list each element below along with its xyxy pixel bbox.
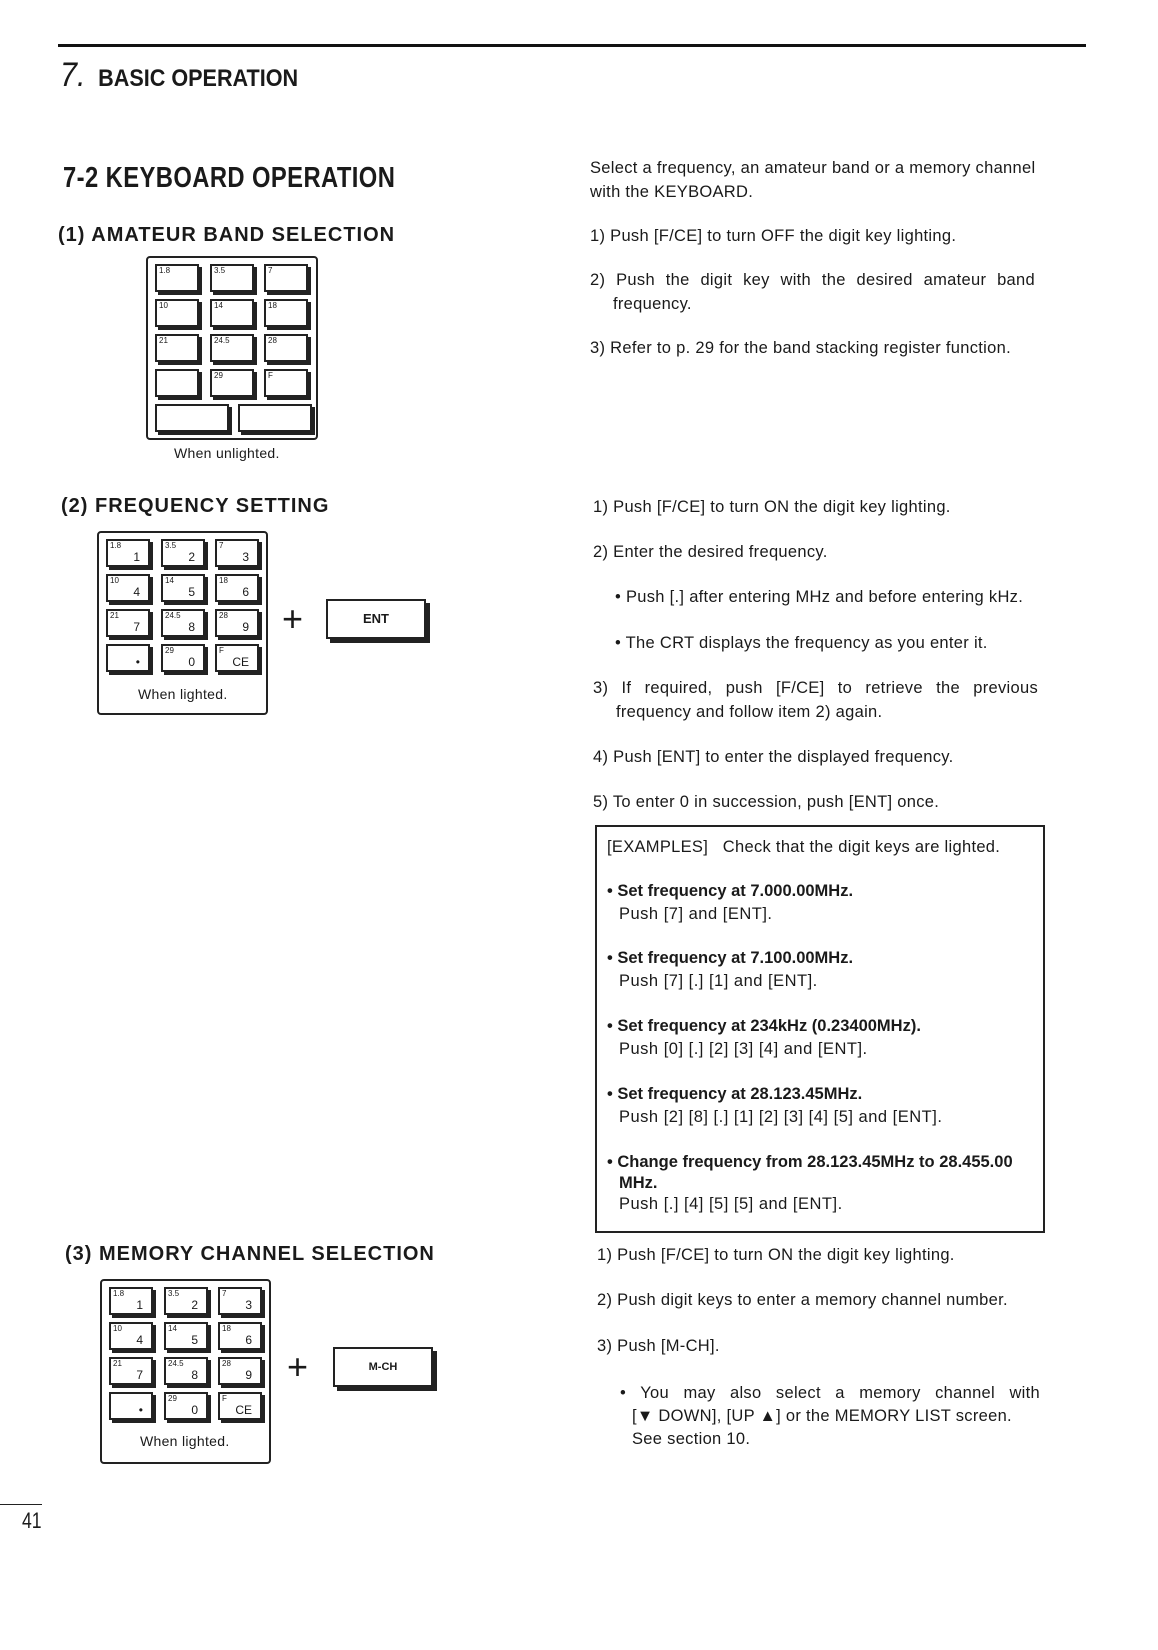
digit-key[interactable] [218, 1357, 262, 1385]
key-band-label: 14 [214, 301, 223, 310]
key-digit-label: 8 [191, 1368, 198, 1382]
key-digit-label: 4 [136, 1333, 143, 1347]
digit-key[interactable] [109, 1287, 153, 1315]
key-band-label: 24.5 [168, 1359, 184, 1368]
digit-key[interactable] [210, 264, 254, 292]
key-band-label: 21 [110, 611, 119, 620]
example-push: Push [7] [.] [1] and [ENT]. [619, 972, 818, 990]
key-band-label: 29 [214, 371, 223, 380]
key-digit-label: 0 [188, 655, 195, 669]
key-digit-label: 7 [133, 620, 140, 634]
digit-key[interactable] [264, 334, 308, 362]
key-band-label: 3.5 [168, 1289, 180, 1298]
freq-step-1: 1) Push [F/CE] to turn ON the digit key lighting. [593, 498, 951, 516]
digit-key[interactable] [106, 574, 150, 602]
example-2 [607, 949, 853, 991]
key-band-label: 18 [219, 576, 228, 585]
digit-key[interactable] [215, 644, 259, 672]
digit-key[interactable] [155, 299, 199, 327]
key-band-label: 28 [219, 611, 228, 620]
memory-bullet-text: You may also select a memory channel with [640, 1384, 1040, 1402]
band-heading: (1) AMATEUR BAND SELECTION [58, 224, 396, 246]
digit-key[interactable] [109, 1322, 153, 1350]
freq-caption: When lighted. [138, 686, 228, 702]
digit-key[interactable] [210, 334, 254, 362]
memory-bullet-cont: See section 10. [632, 1430, 751, 1448]
band-step-2-cont: frequency. [613, 295, 692, 313]
key-band-label: 10 [113, 1324, 122, 1333]
key-band-label: F [268, 371, 273, 380]
freq-bullet-1-text: Push [.] after entering MHz and before entering kHz. [625, 588, 1024, 606]
digit-key[interactable] [210, 369, 254, 397]
key-digit-label: 3 [242, 550, 249, 564]
band-step-3: 3) Refer to p. 29 for the band stacking register function. [590, 339, 1011, 357]
key-digit-label: 7 [136, 1368, 143, 1382]
memory-step-2: 2) Push digit keys to enter a memory channel number. [597, 1291, 1008, 1309]
key-band-label: 29 [168, 1394, 177, 1403]
ent-key[interactable]: ENT [326, 599, 426, 639]
memory-heading: (3) MEMORY CHANNEL SELECTION [65, 1243, 435, 1265]
example-title-text: Change frequency from 28.123.45MHz to 28.455.00 [617, 1153, 1013, 1171]
key-digit-label: 3 [245, 1298, 252, 1312]
chapter-number: 7. [60, 56, 86, 94]
wide-key[interactable] [155, 404, 229, 432]
example-push: Push [.] [4] [5] [5] and [ENT]. [619, 1195, 843, 1213]
key-digit-label: • [138, 1403, 143, 1417]
memory-caption: When lighted. [140, 1433, 230, 1449]
example-5 [607, 1153, 1037, 1214]
band-caption: When unlighted. [174, 445, 280, 461]
key-digit-label: 8 [188, 620, 195, 634]
key-digit-label: 1 [133, 550, 140, 564]
key-band-label: F [219, 646, 224, 655]
key-digit-label: 2 [191, 1298, 198, 1312]
digit-key[interactable] [155, 369, 199, 397]
key-band-label: 29 [165, 646, 174, 655]
digit-key[interactable] [215, 609, 259, 637]
example-title: • Set frequency at 7.100.00MHz. [607, 949, 854, 967]
key-band-label: 3.5 [214, 266, 226, 275]
digit-key[interactable] [164, 1287, 208, 1315]
digit-key[interactable] [161, 539, 205, 567]
digit-key[interactable] [106, 609, 150, 637]
key-band-label: 3.5 [165, 541, 177, 550]
band-step-1: 1) Push [F/CE] to turn OFF the digit key lighting. [590, 227, 957, 245]
digit-key[interactable] [106, 644, 150, 672]
example-4 [607, 1085, 942, 1127]
digit-key[interactable] [155, 334, 199, 362]
example-title-text: Set frequency at 28.123.45MHz. [617, 1085, 863, 1103]
key-band-label: 21 [159, 336, 168, 345]
key-band-label: 10 [110, 576, 119, 585]
freq-heading: (2) FREQUENCY SETTING [61, 495, 330, 517]
page-number: 41 [22, 1508, 42, 1533]
key-band-label: 14 [168, 1324, 177, 1333]
freq-step-5: 5) To enter 0 in succession, push [ENT] once. [593, 793, 940, 811]
key-digit-label: 6 [245, 1333, 252, 1347]
digit-key[interactable] [164, 1392, 208, 1420]
example-title: • Change frequency from 28.123.45MHz to 28.455.00 [607, 1153, 1013, 1171]
key-band-label: 18 [222, 1324, 231, 1333]
digit-key[interactable] [210, 299, 254, 327]
key-digit-label: CE [232, 655, 249, 669]
digit-key[interactable] [264, 264, 308, 292]
key-band-label: 18 [268, 301, 277, 310]
key-digit-label: • [135, 655, 140, 669]
key-digit-label: 0 [191, 1403, 198, 1417]
example-3 [607, 1017, 921, 1059]
plus-sign: + [282, 598, 304, 639]
key-band-label: 7 [268, 266, 273, 275]
key-digit-label: 9 [242, 620, 249, 634]
digit-key[interactable] [109, 1392, 153, 1420]
intro-text: Select a frequency, an amateur band or a memory channel with the KEYBOARD. [590, 159, 1036, 201]
digit-key[interactable] [161, 574, 205, 602]
key-band-label: 1.8 [110, 541, 122, 550]
digit-key[interactable] [164, 1322, 208, 1350]
examples-label: [EXAMPLES] [607, 838, 709, 856]
examples-box [595, 825, 1045, 1233]
digit-key[interactable] [155, 264, 199, 292]
digit-key[interactable] [109, 1357, 153, 1385]
example-push: Push [0] [.] [2] [3] [4] and [ENT]. [619, 1040, 868, 1058]
key-digit-label: 9 [245, 1368, 252, 1382]
band-step-2: 2) Push the digit key with the desired amateur band [590, 271, 1035, 289]
memory-step-3: 3) Push [M-CH]. [597, 1337, 720, 1355]
key-band-label: 10 [159, 301, 168, 310]
digit-key[interactable] [161, 644, 205, 672]
digit-key[interactable] [164, 1357, 208, 1385]
key-digit-label: 1 [136, 1298, 143, 1312]
key-band-label: 21 [113, 1359, 122, 1368]
page-number-rule [0, 1504, 42, 1505]
key-band-label: 1.8 [113, 1289, 125, 1298]
key-band-label: 7 [222, 1289, 227, 1298]
key-band-label: 28 [268, 336, 277, 345]
example-title-text: Set frequency at 7.000.00MHz. [617, 882, 854, 900]
example-1 [607, 882, 853, 924]
key-digit-label: CE [235, 1403, 252, 1417]
digit-key[interactable] [264, 299, 308, 327]
key-band-label: F [222, 1394, 227, 1403]
freq-bullet-1: • Push [.] after entering MHz and before entering kHz. [615, 588, 1024, 606]
plus-sign: + [287, 1346, 309, 1387]
examples-header [607, 838, 1000, 857]
freq-bullet-2-text: The CRT displays the frequency as you enter it. [625, 634, 988, 652]
example-title-text: Set frequency at 234kHz (0.23400MHz). [617, 1017, 921, 1035]
freq-step-3-cont: frequency and follow item 2) again. [616, 703, 883, 721]
key-digit-label: 6 [242, 585, 249, 599]
memory-bullet-cont: [▼ DOWN], [UP ▲] or the MEMORY LIST screen. [632, 1407, 1012, 1425]
key-band-label: 7 [219, 541, 224, 550]
digit-key[interactable] [218, 1392, 262, 1420]
example-push: Push [2] [8] [.] [1] [2] [3] [4] [5] and [ENT]. [619, 1108, 943, 1126]
digit-key[interactable] [218, 1287, 262, 1315]
key-band-label: 24.5 [165, 611, 181, 620]
chapter-heading [60, 56, 298, 95]
header-rule [58, 44, 1086, 47]
digit-key[interactable] [215, 574, 259, 602]
key-digit-label: 4 [133, 585, 140, 599]
example-push: Push [7] and [ENT]. [619, 905, 773, 923]
digit-key[interactable] [215, 539, 259, 567]
example-title-text: Set frequency at 7.100.00MHz. [617, 949, 854, 967]
key-band-label: 1.8 [159, 266, 171, 275]
example-title: • Set frequency at 234kHz (0.23400MHz). [607, 1017, 921, 1035]
digit-key[interactable] [106, 539, 150, 567]
key-band-label: 14 [165, 576, 174, 585]
digit-key[interactable] [264, 369, 308, 397]
memory-step-1: 1) Push [F/CE] to turn ON the digit key lighting. [597, 1246, 955, 1264]
wide-key[interactable] [238, 404, 312, 432]
example-title: • Set frequency at 7.000.00MHz. [607, 882, 854, 900]
key-digit-label: 5 [191, 1333, 198, 1347]
key-digit-label: 5 [188, 585, 195, 599]
example-title-cont: MHz. [619, 1174, 658, 1192]
band-keypad [146, 256, 318, 440]
chapter-title: BASIC OPERATION [98, 65, 299, 92]
digit-key[interactable] [218, 1322, 262, 1350]
section-title: 7-2 KEYBOARD OPERATION [63, 162, 396, 194]
digit-key[interactable] [161, 609, 205, 637]
memory-bullet: • You may also select a memory channel with [620, 1384, 1040, 1402]
freq-bullet-2: • The CRT displays the frequency as you enter it. [615, 634, 988, 652]
freq-step-2: 2) Enter the desired frequency. [593, 543, 828, 561]
examples-note: Check that the digit keys are lighted. [722, 838, 1001, 856]
key-digit-label: 2 [188, 550, 195, 564]
freq-step-3: 3) If required, push [F/CE] to retrieve the previous [593, 679, 1038, 697]
key-band-label: 24.5 [214, 336, 230, 345]
key-band-label: 28 [222, 1359, 231, 1368]
example-title: • Set frequency at 28.123.45MHz. [607, 1085, 863, 1103]
mch-key[interactable]: M-CH [333, 1347, 433, 1387]
freq-step-4: 4) Push [ENT] to enter the displayed frequency. [593, 748, 954, 766]
